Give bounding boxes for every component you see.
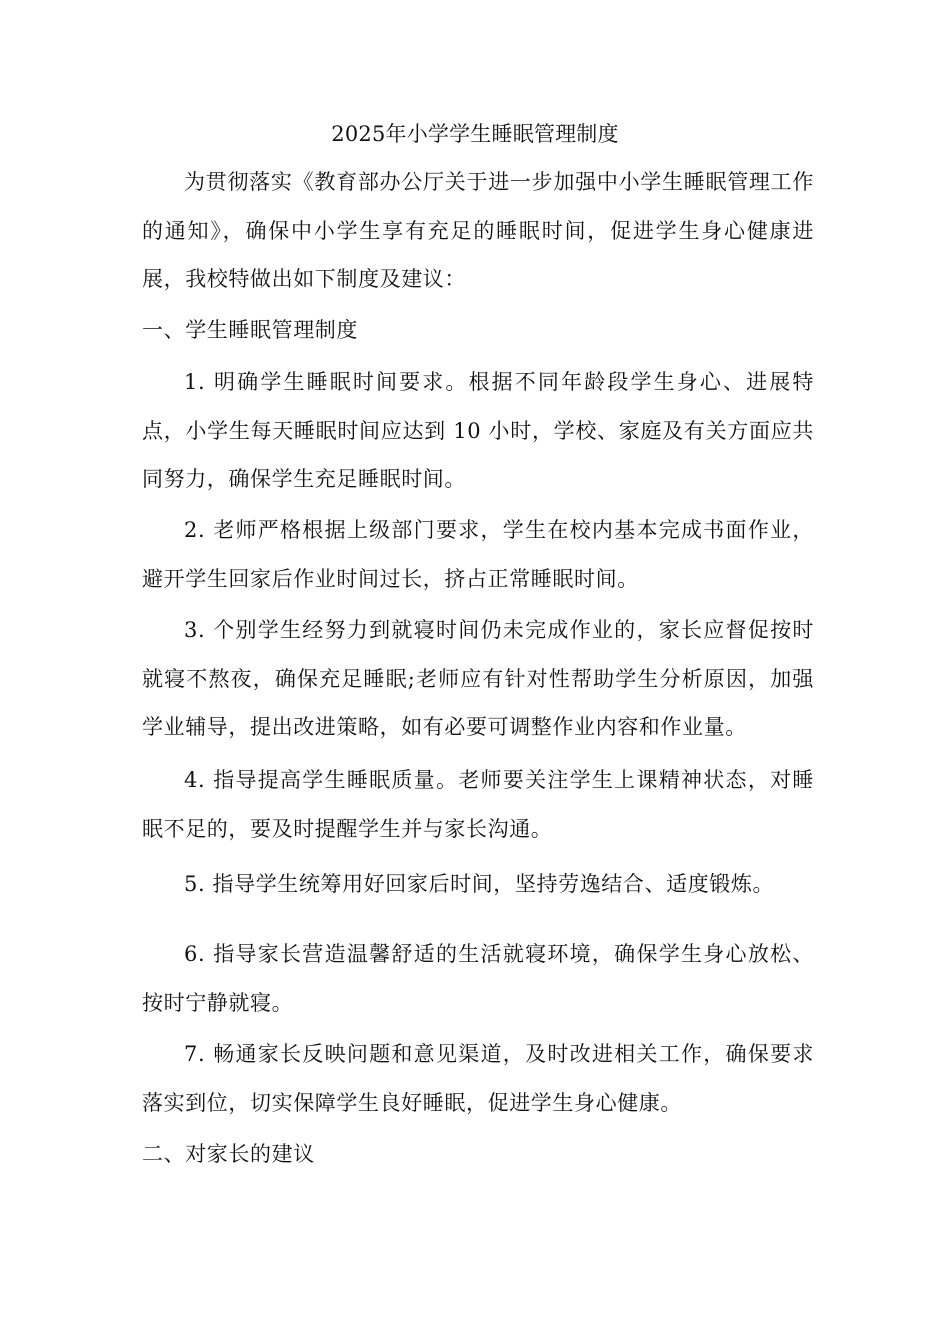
section-heading-sleep-management: 一、学生睡眠管理制度	[142, 318, 358, 342]
item-4-paragraph: 4. 指导提高学生睡眠质量。老师要关注学生上课精神状态，对睡眠不足的，要及时提醒学生并与家长沟通。	[142, 768, 814, 841]
item-3-paragraph: 3. 个别学生经努力到就寝时间仍未完成作业的，家长应督促按时就寝不熬夜，确保充足睡眠;老师应有针对性帮助学生分析原因，加强学业辅导，提出改进策略，如有必要可调整作业内容和作业量。	[142, 618, 814, 739]
item-6-paragraph: 6. 指导家长营造温馨舒适的生活就寝环境，确保学生身心放松、按时宁静就寝。	[142, 942, 814, 1015]
item-1-paragraph: 1. 明确学生睡眠时间要求。根据不同年龄段学生身心、进展特点，小学生每天睡眠时间应达到 10 小时，学校、家庭及有关方面应共同努力，确保学生充足睡眠时间。	[142, 370, 814, 491]
item-5-paragraph: 5. 指导学生统筹用好回家后时间，坚持劳逸结合、适度锻炼。	[184, 872, 775, 896]
section-heading-parent-advice: 二、对家长的建议	[142, 1142, 315, 1166]
item-2-paragraph: 2. 老师严格根据上级部门要求，学生在校内基本完成书面作业，避开学生回家后作业时间过长，挤占正常睡眠时间。	[142, 518, 814, 591]
item-7-paragraph: 7. 畅通家长反映问题和意见渠道，及时改进相关工作，确保要求落实到位，切实保障学生良好睡眠，促进学生身心健康。	[142, 1042, 814, 1115]
intro-paragraph: 为贯彻落实《教育部办公厅关于进一步加强中小学生睡眠管理工作的通知》，确保中小学生享有充足的睡眠时间，促进学生身心健康进展，我校特做出如下制度及建议：	[142, 170, 814, 291]
document-title: 2025年小学学生睡眠管理制度	[331, 122, 619, 146]
